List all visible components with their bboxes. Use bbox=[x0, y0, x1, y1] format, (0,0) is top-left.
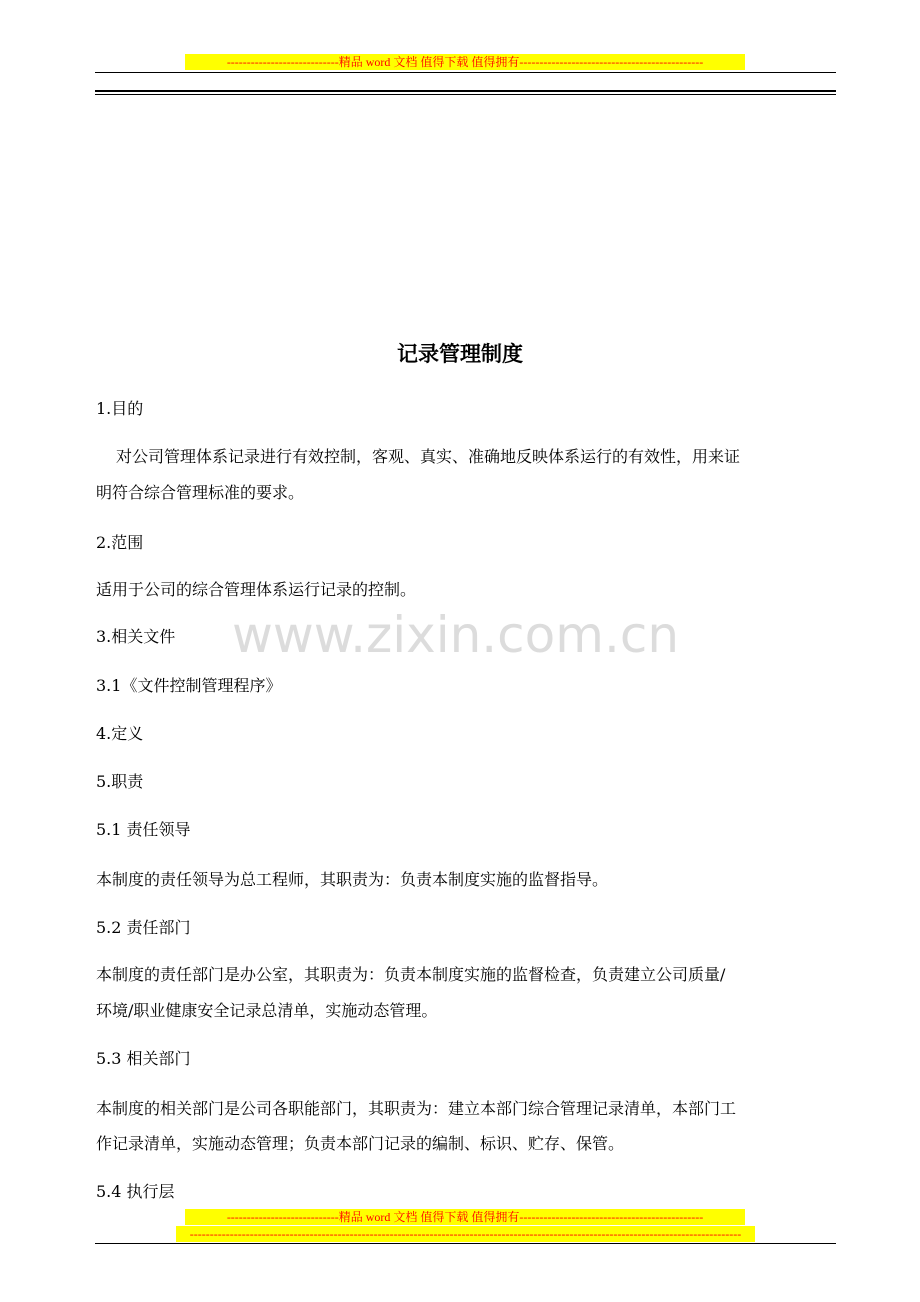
header-rule-double-b bbox=[95, 94, 836, 95]
section-heading-purpose: 1.目的 bbox=[96, 399, 144, 418]
header-rule-top bbox=[95, 72, 836, 73]
paragraph-line: 环境/职业健康安全记录总清单，实施动态管理。 bbox=[96, 1001, 438, 1020]
section-heading-related-docs: 3.相关文件 bbox=[96, 627, 176, 646]
footer-rule bbox=[95, 1243, 836, 1244]
paragraph-line: 本制度的责任领导为总工程师，其职责为：负责本制度实施的监督指导。 bbox=[96, 870, 609, 889]
footer-banner: ----------------------------精品 word 文档 值得下载 值得拥有---------------------------------------------- bbox=[185, 1209, 745, 1225]
paragraph-line: 本制度的相关部门是公司各职能部门，其职责为：建立本部门综合管理记录清单，本部门工 bbox=[96, 1099, 737, 1118]
paragraph-line: 对公司管理体系记录进行有效控制，客观、真实、准确地反映体系运行的有效性，用来证 bbox=[116, 447, 741, 466]
header-rule-double-a bbox=[95, 90, 836, 92]
section-heading-responsibilities: 5.职责 bbox=[96, 772, 144, 791]
subsection-heading: 5.2 责任部门 bbox=[96, 918, 191, 937]
watermark: www.zixin.com.cn bbox=[232, 606, 680, 664]
paragraph-line: 明符合综合管理标准的要求。 bbox=[96, 483, 305, 502]
paragraph-line: 作记录清单，实施动态管理；负责本部门记录的编制、标识、贮存、保管。 bbox=[96, 1134, 625, 1153]
footer-dash-line: ------------------------------------------------------------------------------------------------------------------------------------------ bbox=[176, 1226, 755, 1242]
section-heading-scope: 2.范围 bbox=[96, 533, 144, 552]
subsection-heading: 5.1 责任领导 bbox=[96, 820, 191, 839]
paragraph-line: 适用于公司的综合管理体系运行记录的控制。 bbox=[96, 580, 417, 599]
subsection-heading: 3.1《文件控制管理程序》 bbox=[96, 676, 282, 695]
subsection-heading: 5.4 执行层 bbox=[96, 1182, 175, 1201]
section-heading-definitions: 4.定义 bbox=[96, 724, 144, 743]
paragraph-line: 本制度的责任部门是办公室，其职责为：负责本制度实施的监督检查，负责建立公司质量/ bbox=[96, 965, 726, 984]
header-banner: ----------------------------精品 word 文档 值得下载 值得拥有---------------------------------------------- bbox=[185, 54, 745, 70]
subsection-heading: 5.3 相关部门 bbox=[96, 1049, 191, 1068]
document-title: 记录管理制度 bbox=[397, 342, 523, 366]
